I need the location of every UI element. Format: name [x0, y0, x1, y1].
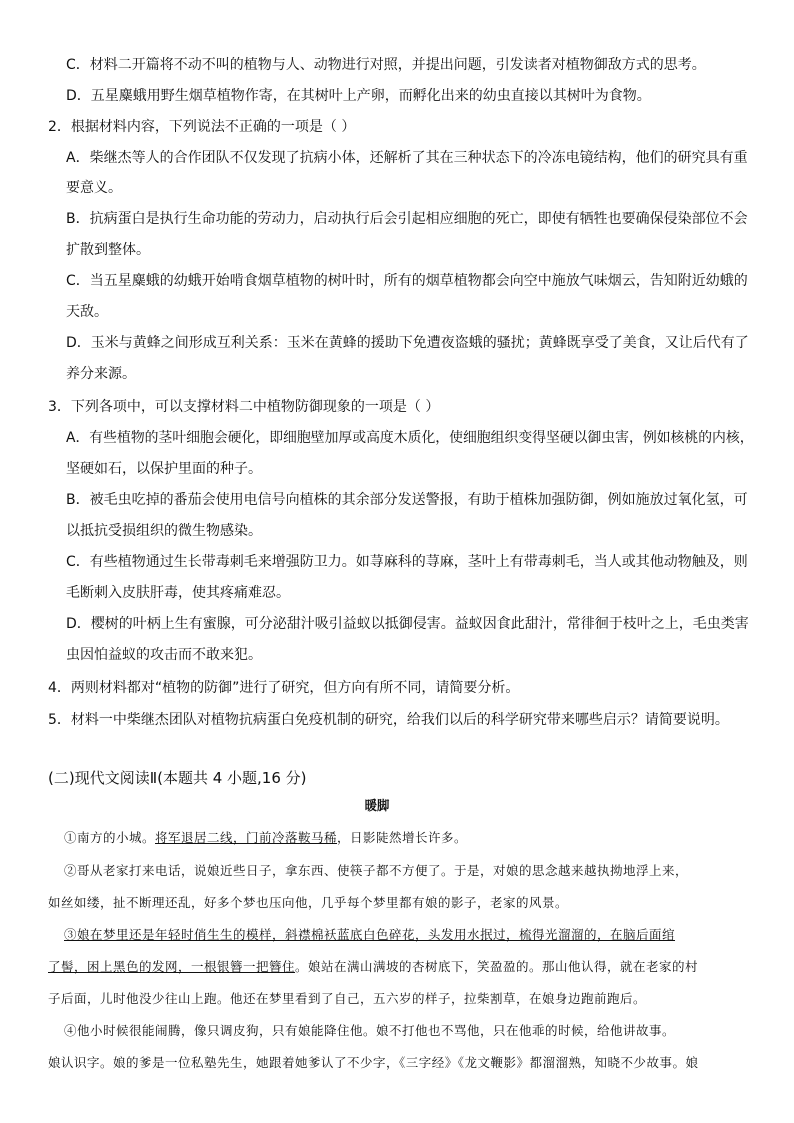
q2-option-c: C．当五星麋蛾的幼蛾开始啃食烟草植物的树叶时，所有的烟草植物都会向空中施放气味烟云，告知附近幼蛾的: [66, 273, 748, 289]
p1-underlined-text: 将军退居二线，门前冷落鞍马稀: [155, 830, 338, 845]
q2-option-d-cont: 养分来源。: [66, 366, 136, 382]
q2-stem: 2．根据材料内容，下列说法不正确的一项是（ ）: [48, 119, 356, 135]
q3-option-c: C．有些植物通过生长带毒刺毛来增强防卫力。如荨麻科的荨麻，茎叶上有带毒刺毛，当人或其他动物触及，则: [66, 554, 748, 570]
article-title: 暖脚: [364, 799, 390, 814]
article-paragraph-3-cont-2: 子后面，儿时他没少往山上跑。他还在梦里看到了自己，五六岁的样子，拉柴割草，在娘身边跑前跑后。: [48, 991, 647, 1006]
q3-option-d: D．樱树的叶柄上生有蜜腺，可分泌甜汁吸引益蚁以抵御侵害。益蚁因食此甜汁，常徘徊于枝叶之上，毛虫类害: [66, 616, 749, 632]
article-paragraph-3-cont: [48, 957, 698, 977]
article-paragraph-2-cont: 如丝如缕，扯不断理还乱，好多个梦也压向他，几乎每个梦里都有娘的影子，老家的风景。: [48, 895, 569, 910]
p3-underlined-text: 了髻，困上黑色的发网，一根银簪一把簪住: [48, 959, 296, 974]
q2-option-a-cont: 要意义。: [66, 180, 122, 196]
article-paragraph-1: [64, 828, 467, 848]
section-heading: (二)现代文阅读Ⅱ(本题共 4 小题,16 分): [48, 769, 307, 787]
q3-stem: 3．下列各项中，可以支撑材料二中植物防御现象的一项是（ ）: [48, 399, 440, 415]
q2-option-a: A．柴继杰等人的合作团队不仅发现了抗病小体，还解析了其在三种状态下的冷冻电镜结构，他们的研究具有重: [66, 150, 748, 166]
article-paragraph-4: ④他小时候很能闹腾，像只调皮狗，只有娘能降住他。娘不打他也不骂他，只在他乖的时候，给他讲故事。: [64, 1023, 676, 1038]
q1-option-c: C．材料二开篇将不动不叫的植物与人、动物进行对照，并提出问题，引发读者对植物御敌方式的思考。: [66, 57, 706, 73]
q2-option-d: D．玉米与黄蜂之间形成互利关系：玉米在黄蜂的援助下免遭夜盗蛾的骚扰；黄蜂既享受了美食，又让后代有了: [66, 335, 749, 351]
article-paragraph-4-cont: 娘认识字。娘的爹是一位私塾先生，她跟着她爹认了不少字，《三字经》《龙文鞭影》都溜溜熟，知晓不少故事。娘: [48, 1055, 699, 1070]
q3-option-d-cont: 虫因怕益蚁的攻击而不敢来犯。: [66, 647, 262, 663]
q4-stem: 4．两则材料都对“植物的防御”进行了研究，但方向有所不同，请简要分析。: [48, 680, 520, 696]
q3-option-b-cont: 以抵抗受损组织的微生物感染。: [66, 523, 262, 539]
q3-option-a-cont: 坚硬如石，以保护里面的种子。: [66, 461, 262, 477]
q2-option-b: B．抗病蛋白是执行生命功能的劳动力，启动执行后会引起相应细胞的死亡，即使有牺牲也要确保侵染部位不会: [66, 211, 748, 227]
q2-option-b-cont: 扩散到整体。: [66, 242, 150, 258]
q3-option-c-cont: 毛断刺入皮肤肝毒，使其疼痛难忍。: [66, 585, 290, 601]
q3-option-a: A．有些植物的茎叶细胞会硬化，即细胞壁加厚或高度木质化，使细胞组织变得坚硬以御虫害，例如核桃的内核，: [66, 430, 754, 446]
q3-option-b: B．被毛虫吃掉的番茄会使用电信号向植株的其余部分发送警报，有助于植株加强防御，例如施放过氧化氢，可: [66, 492, 748, 508]
p1-tail-text: ，日影陡然增长许多。: [337, 830, 468, 845]
p3-tail-text: 。娘站在满山满坡的杏树底下，笑盈盈的。那山他认得，就在老家的村: [295, 959, 699, 974]
p1-number-text: ①南方的小城。: [64, 830, 156, 845]
article-paragraph-3: ③娘在梦里还是年轻时俏生生的模样，斜襟棉袄蓝底白色碎花，头发用水抿过，梳得光溜溜的，在脑后面绾: [64, 927, 676, 942]
q1-option-d: D．五星麋蛾用野生烟草植物作寄，在其树叶上产卵，而孵化出来的幼虫直接以其树叶为食物。: [66, 88, 651, 104]
article-paragraph-2: ②哥从老家打来电话，说娘近些日子，拿东西、使筷子都不方便了。于是，对娘的思念越来越执拗地浮上来，: [64, 863, 689, 878]
q2-option-c-cont: 天敌。: [66, 304, 108, 320]
q5-stem: 5．材料一中柴继杰团队对植物抗病蛋白免疫机制的研究，给我们以后的科学研究带来哪些启示？请简要说明。: [48, 712, 729, 728]
